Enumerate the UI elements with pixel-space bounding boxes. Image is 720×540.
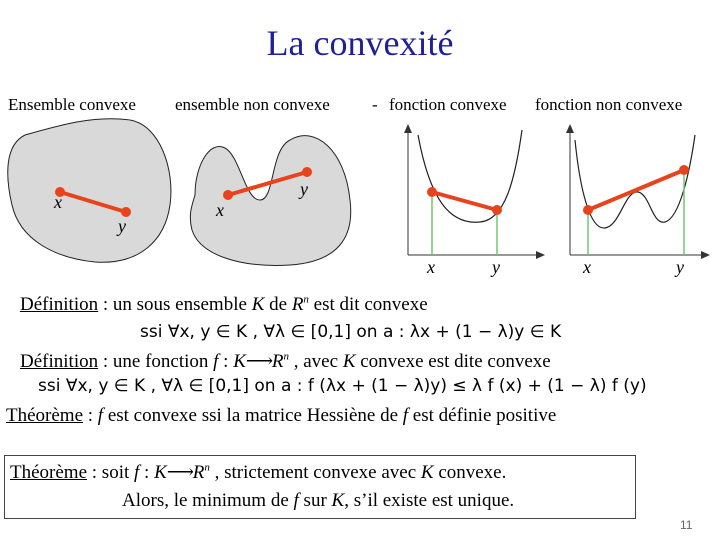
arrow-icon: ⟶ xyxy=(166,462,194,483)
nonconvex-func-curve xyxy=(575,135,695,228)
convex-func-label-y: y xyxy=(492,257,500,277)
convex-set-label-x: x xyxy=(54,192,62,212)
nonconvex-set-shape xyxy=(190,136,350,266)
theorem-unique-minimum-line2: Alors, le minimum de f sur K, s’il existe est unique. xyxy=(122,490,515,511)
header-dash: - xyxy=(372,95,378,114)
header-set-convex: Ensemble convexe xyxy=(8,95,136,114)
formula-func-convex: ssi ∀x, y ∈ K , ∀λ ∈ [0,1] on a : f (λx + (1 − λ)y) ≤ λ f (x) + (1 − λ) f (y) xyxy=(38,376,647,396)
definition-func-convex: Définition : une fonction f : $K⟶R^n$ , avec K convexe est dite convexe xyxy=(20,350,551,372)
theorem-hessian: Théorème : f est convexe ssi la matrice Hessiène de f est définie positive xyxy=(6,405,557,426)
nonconvex-func-point-x xyxy=(583,205,593,215)
convex-set-shape xyxy=(8,119,171,263)
nonconvex-func-label-x: x xyxy=(583,257,591,277)
convex-func-point-y xyxy=(492,205,502,215)
nonconvex-func-label-y: y xyxy=(676,257,684,277)
nonconvex-func-segment xyxy=(588,170,684,210)
nonconvex-set-label-y: y xyxy=(300,179,308,199)
formula-set-convex: ssi ∀x, y ∈ K , ∀λ ∈ [0,1] on a : λx + (1 − λ)y ∈ K xyxy=(140,322,562,342)
nonconvex-set-label-x: x xyxy=(216,200,224,220)
arrow-icon: ⟶ xyxy=(245,351,274,372)
convex-func-y-arrow xyxy=(404,124,412,133)
convex-func-point-x xyxy=(427,187,437,197)
page-title: La convexité xyxy=(266,23,454,63)
nonconvex-func-x-arrow xyxy=(701,251,710,259)
nonconvex-set-point-x xyxy=(223,190,233,200)
convex-set-label-y: y xyxy=(118,216,126,236)
definition-set-convex: Définition : un sous ensemble K de $R^n$ est dit convexe xyxy=(20,293,428,315)
nonconvex-func-point-y xyxy=(679,165,689,175)
header-set-nonconvex: ensemble non convexe xyxy=(175,95,330,114)
convex-func-x-arrow xyxy=(536,251,545,259)
page-number: 11 xyxy=(680,518,693,532)
header-func-convex: fonction convexe xyxy=(389,95,507,114)
nonconvex-func-y-arrow xyxy=(566,124,574,133)
nonconvex-set-point-y xyxy=(302,167,312,177)
convex-func-label-x: x xyxy=(427,257,435,277)
theorem-unique-minimum-line1: Théorème : soit f : $K⟶R^n$ , strictement convexe avec K convexe. xyxy=(10,461,507,483)
convex-func-curve xyxy=(418,130,522,222)
convex-func-segment xyxy=(432,192,497,210)
header-func-nonconvex: fonction non convexe xyxy=(535,95,683,114)
